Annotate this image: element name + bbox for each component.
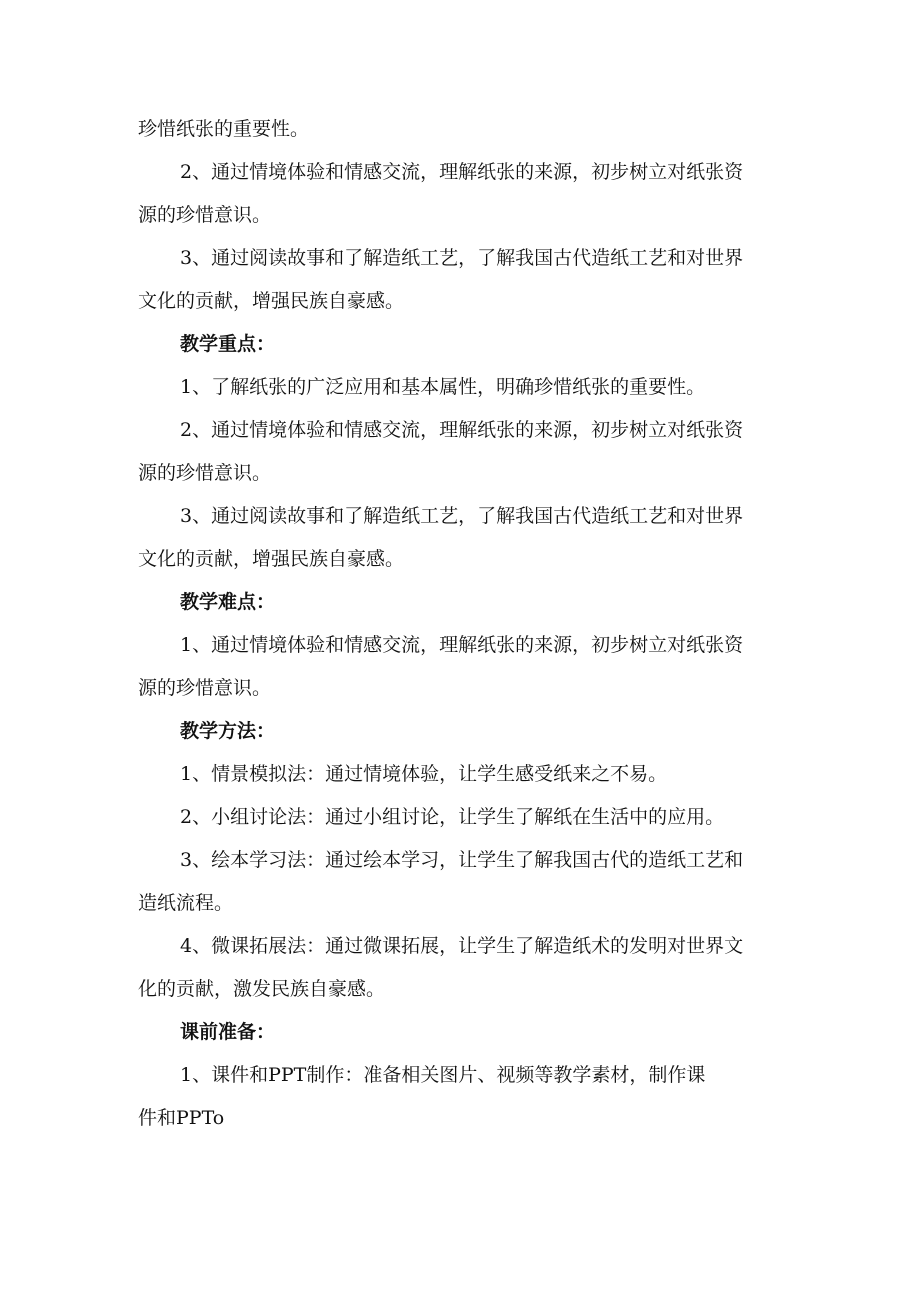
paragraph-line: 件和PPTo — [138, 1107, 225, 1129]
paragraph-line: 2、通过情境体验和情感交流，理解纸张的来源，初步树立对纸张资 — [180, 419, 744, 441]
paragraph-line: 2、小组讨论法：通过小组讨论，让学生了解纸在生活中的应用。 — [180, 806, 725, 828]
paragraph-line: 化的贡献，激发民族自豪感。 — [138, 978, 386, 1000]
paragraph-line: 3、通过阅读故事和了解造纸工艺，了解我国古代造纸工艺和对世界 — [180, 247, 744, 269]
paragraph-line: 1、了解纸张的广泛应用和基本属性，明确珍惜纸张的重要性。 — [180, 376, 706, 398]
paragraph-line: 文化的贡献，增强民族自豪感。 — [138, 290, 405, 312]
paragraph-line: 3、通过阅读故事和了解造纸工艺，了解我国古代造纸工艺和对世界 — [180, 505, 744, 527]
section-heading-difficulties: 教学难点： — [180, 591, 276, 613]
paragraph-line: 2、通过情境体验和情感交流，理解纸张的来源，初步树立对纸张资 — [180, 161, 744, 183]
section-heading-preparation: 课前准备： — [180, 1021, 276, 1043]
paragraph-line: 1、课件和PPT制作：准备相关图片、视频等教学素材，制作课 — [180, 1064, 706, 1086]
paragraph-line: 1、通过情境体验和情感交流，理解纸张的来源，初步树立对纸张资 — [180, 634, 744, 656]
section-heading-key-points: 教学重点： — [180, 333, 276, 355]
section-heading-methods: 教学方法： — [180, 720, 276, 742]
paragraph-line: 源的珍惜意识。 — [138, 462, 272, 484]
paragraph-line: 1、情景模拟法：通过情境体验，让学生感受纸来之不易。 — [180, 763, 668, 785]
paragraph-line: 源的珍惜意识。 — [138, 677, 272, 699]
paragraph-line: 源的珍惜意识。 — [138, 204, 272, 226]
paragraph-line: 珍惜纸张的重要性。 — [138, 118, 310, 140]
paragraph-line: 4、微课拓展法：通过微课拓展，让学生了解造纸术的发明对世界文 — [180, 935, 744, 957]
paragraph-line: 造纸流程。 — [138, 892, 234, 914]
paragraph-line: 文化的贡献，增强民族自豪感。 — [138, 548, 405, 570]
paragraph-line: 3、绘本学习法：通过绘本学习，让学生了解我国古代的造纸工艺和 — [180, 849, 744, 871]
